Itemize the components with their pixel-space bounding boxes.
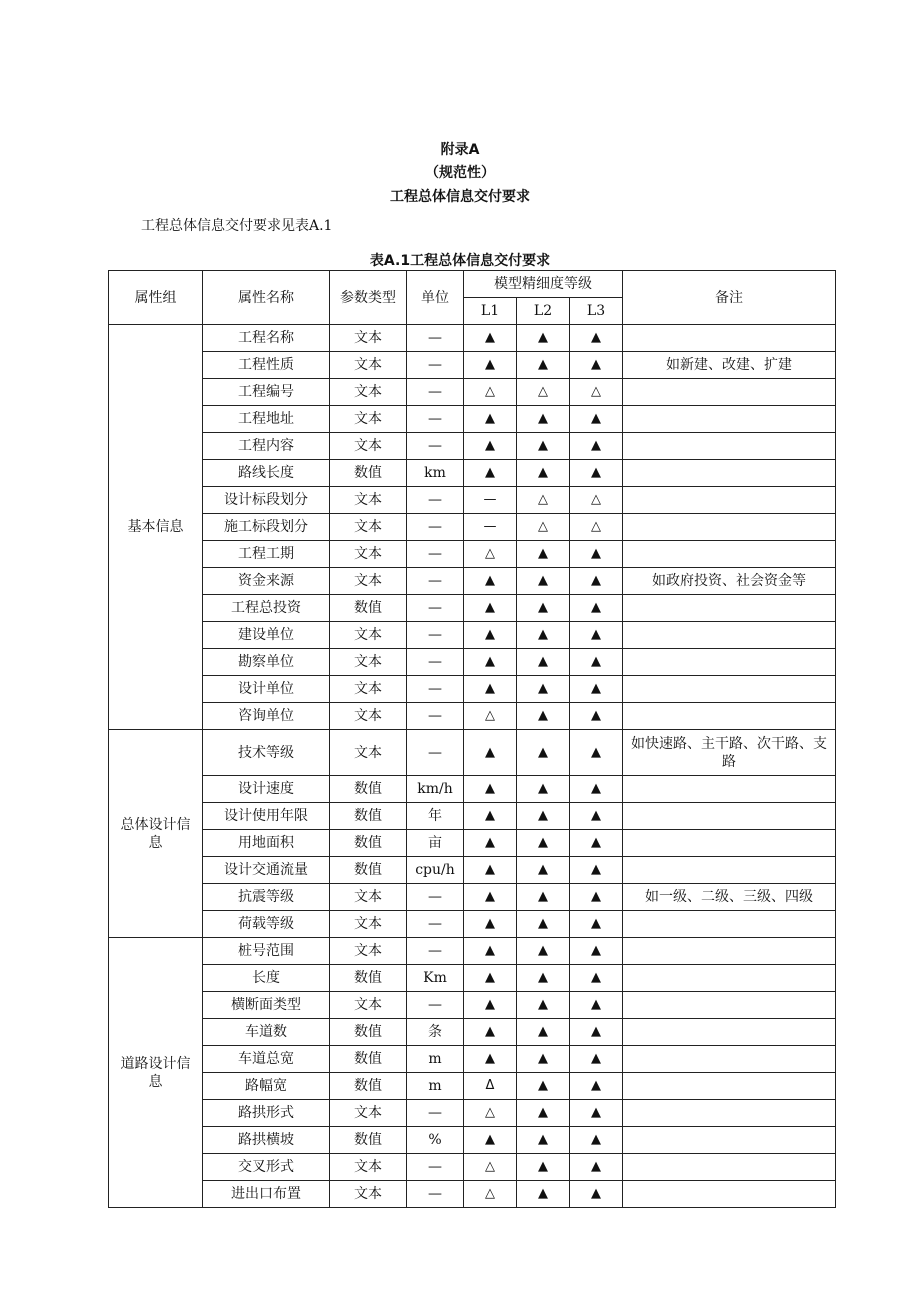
cell-remark (623, 1154, 836, 1181)
table-row (109, 595, 836, 622)
cell-type: 数值 (330, 857, 407, 884)
cell-type: 数值 (330, 1073, 407, 1100)
cell-unit: km (407, 460, 464, 487)
lod-l2-cell: ▲ (517, 730, 570, 776)
lod-l1-cell: ▲ (464, 622, 517, 649)
cell-name: 用地面积 (203, 830, 330, 857)
lod-l1-cell: △ (464, 541, 517, 568)
lod-l1-cell: ▲ (464, 830, 517, 857)
cell-unit: — (407, 379, 464, 406)
table-row (109, 514, 836, 541)
lod-l1-cell: ▲ (464, 595, 517, 622)
cell-unit: — (407, 514, 464, 541)
header-type: 参数类型 (330, 271, 407, 325)
table-row (109, 379, 836, 406)
lod-l1-cell: △ (464, 379, 517, 406)
lod-l1-cell: ▲ (464, 884, 517, 911)
table-row (109, 1127, 836, 1154)
lod-l2-cell: ▲ (517, 622, 570, 649)
cell-type: 文本 (330, 325, 407, 352)
cell-unit: — (407, 730, 464, 776)
cell-name: 工程总投资 (203, 595, 330, 622)
cell-remark (623, 595, 836, 622)
lod-l3-cell: ▲ (570, 1100, 623, 1127)
cell-name: 长度 (203, 965, 330, 992)
table-row (109, 1181, 836, 1208)
header-l3: L3 (570, 298, 623, 325)
table-row (109, 433, 836, 460)
lod-l3-cell: ▲ (570, 776, 623, 803)
cell-unit: % (407, 1127, 464, 1154)
cell-name: 咨询单位 (203, 703, 330, 730)
cell-remark (623, 676, 836, 703)
cell-remark (623, 1019, 836, 1046)
table-row (109, 830, 836, 857)
lod-l1-cell: ▲ (464, 406, 517, 433)
lod-l3-cell: ▲ (570, 1127, 623, 1154)
lod-l2-cell: ▲ (517, 325, 570, 352)
cell-unit: cpu/h (407, 857, 464, 884)
cell-unit: Km (407, 965, 464, 992)
cell-remark (623, 1100, 836, 1127)
lod-l3-cell: ▲ (570, 1046, 623, 1073)
cell-name: 交叉形式 (203, 1154, 330, 1181)
cell-type: 文本 (330, 541, 407, 568)
cell-unit: km/h (407, 776, 464, 803)
cell-name: 路幅宽 (203, 1073, 330, 1100)
table-row (109, 911, 836, 938)
cell-type: 文本 (330, 676, 407, 703)
cell-type: 数值 (330, 460, 407, 487)
cell-type: 文本 (330, 911, 407, 938)
cell-unit: — (407, 911, 464, 938)
cell-remark (623, 965, 836, 992)
lod-l1-cell: ▲ (464, 776, 517, 803)
lod-l2-cell: △ (517, 487, 570, 514)
lod-l1-cell: — (464, 514, 517, 541)
cell-remark (623, 911, 836, 938)
cell-remark (623, 406, 836, 433)
lod-l1-cell: ▲ (464, 460, 517, 487)
cell-remark (623, 1073, 836, 1100)
table-row (109, 1019, 836, 1046)
cell-type: 文本 (330, 514, 407, 541)
lod-l2-cell: ▲ (517, 911, 570, 938)
lod-l2-cell: ▲ (517, 703, 570, 730)
cell-type: 数值 (330, 1046, 407, 1073)
lod-l2-cell: ▲ (517, 1019, 570, 1046)
lod-l2-cell: △ (517, 379, 570, 406)
table-row (109, 649, 836, 676)
cell-name: 横断面类型 (203, 992, 330, 1019)
cell-remark (623, 938, 836, 965)
lod-l2-cell: ▲ (517, 938, 570, 965)
table-row (109, 406, 836, 433)
lod-l3-cell: ▲ (570, 622, 623, 649)
header-group: 属性组 (109, 271, 203, 325)
cell-unit: — (407, 1100, 464, 1127)
table-row (109, 487, 836, 514)
cell-name: 工程编号 (203, 379, 330, 406)
lod-l2-cell: ▲ (517, 352, 570, 379)
cell-name: 进出口布置 (203, 1181, 330, 1208)
cell-unit: — (407, 1181, 464, 1208)
cell-type: 文本 (330, 1154, 407, 1181)
cell-name: 建设单位 (203, 622, 330, 649)
lod-l2-cell: ▲ (517, 857, 570, 884)
lod-l3-cell: ▲ (570, 857, 623, 884)
cell-remark: 如新建、改建、扩建 (623, 352, 836, 379)
cell-unit: — (407, 541, 464, 568)
cell-remark (623, 622, 836, 649)
lod-l3-cell: ▲ (570, 1073, 623, 1100)
cell-unit: — (407, 676, 464, 703)
lod-l3-cell: ▲ (570, 703, 623, 730)
lod-l1-cell: ▲ (464, 433, 517, 460)
header-name: 属性名称 (203, 271, 330, 325)
lod-l1-cell: ▲ (464, 649, 517, 676)
table-row (109, 460, 836, 487)
cell-remark (623, 830, 836, 857)
table-row (109, 730, 836, 776)
lod-l3-cell: ▲ (570, 1154, 623, 1181)
cell-name: 设计使用年限 (203, 803, 330, 830)
lod-l3-cell: ▲ (570, 325, 623, 352)
table-row (109, 992, 836, 1019)
attribute-group-cell: 总体设计信息 (109, 730, 203, 938)
lod-l2-cell: △ (517, 514, 570, 541)
cell-unit: — (407, 1154, 464, 1181)
table-row (109, 803, 836, 830)
lod-l2-cell: ▲ (517, 406, 570, 433)
cell-name: 工程地址 (203, 406, 330, 433)
header-l2: L2 (517, 298, 570, 325)
cell-remark (623, 703, 836, 730)
table-row (109, 1073, 836, 1100)
lod-l3-cell: ▲ (570, 730, 623, 776)
cell-remark (623, 992, 836, 1019)
lod-l3-cell: ▲ (570, 568, 623, 595)
lod-l1-cell: ▲ (464, 568, 517, 595)
cell-name: 设计交通流量 (203, 857, 330, 884)
table-row (109, 352, 836, 379)
cell-type: 数值 (330, 776, 407, 803)
cell-unit: — (407, 649, 464, 676)
cell-name: 技术等级 (203, 730, 330, 776)
cell-type: 数值 (330, 1019, 407, 1046)
table-row (109, 325, 836, 352)
lod-l3-cell: ▲ (570, 965, 623, 992)
lod-l2-cell: ▲ (517, 595, 570, 622)
cell-type: 文本 (330, 884, 407, 911)
cell-unit: — (407, 325, 464, 352)
cell-type: 文本 (330, 649, 407, 676)
lod-l1-cell: ▲ (464, 676, 517, 703)
cell-unit: m (407, 1046, 464, 1073)
table-row (109, 938, 836, 965)
cell-remark (623, 460, 836, 487)
cell-unit: — (407, 406, 464, 433)
cell-name: 施工标段划分 (203, 514, 330, 541)
lod-l1-cell: ▲ (464, 803, 517, 830)
cell-name: 设计标段划分 (203, 487, 330, 514)
cell-name: 抗震等级 (203, 884, 330, 911)
cell-unit: — (407, 884, 464, 911)
intro-text: 工程总体信息交付要求见表A.1 (141, 218, 333, 234)
lod-l1-cell: ▲ (464, 352, 517, 379)
cell-name: 工程性质 (203, 352, 330, 379)
document-title: 工程总体信息交付要求 (390, 189, 530, 205)
lod-l3-cell: ▲ (570, 352, 623, 379)
appendix-label: 附录A (440, 142, 480, 158)
lod-l3-cell: ▲ (570, 676, 623, 703)
cell-type: 数值 (330, 1127, 407, 1154)
cell-remark (623, 1046, 836, 1073)
table-row (109, 676, 836, 703)
cell-remark: 如快速路、主干路、次干路、支路 (623, 730, 836, 776)
cell-type: 文本 (330, 992, 407, 1019)
cell-remark (623, 433, 836, 460)
table-caption: 表A.1工程总体信息交付要求 (369, 253, 551, 269)
lod-l2-cell: ▲ (517, 1073, 570, 1100)
cell-unit: — (407, 938, 464, 965)
cell-remark (623, 1127, 836, 1154)
cell-remark: 如政府投资、社会资金等 (623, 568, 836, 595)
lod-l1-cell: ▲ (464, 992, 517, 1019)
normative-label: （规范性） (425, 165, 495, 181)
cell-type: 文本 (330, 433, 407, 460)
lod-l2-cell: ▲ (517, 830, 570, 857)
lod-l3-cell: ▲ (570, 911, 623, 938)
lod-l1-cell: — (464, 487, 517, 514)
cell-remark (623, 803, 836, 830)
table-row (109, 857, 836, 884)
cell-remark (623, 857, 836, 884)
lod-l1-cell: △ (464, 1100, 517, 1127)
cell-name: 路拱横坡 (203, 1127, 330, 1154)
lod-l2-cell: ▲ (517, 1127, 570, 1154)
lod-l3-cell: ▲ (570, 884, 623, 911)
cell-name: 设计单位 (203, 676, 330, 703)
table-row (109, 622, 836, 649)
lod-l1-cell: △ (464, 1181, 517, 1208)
cell-type: 文本 (330, 1181, 407, 1208)
lod-l3-cell: ▲ (570, 433, 623, 460)
lod-l1-cell: ▲ (464, 1019, 517, 1046)
lod-l1-cell: Δ (464, 1073, 517, 1100)
lod-l3-cell: ▲ (570, 595, 623, 622)
cell-type: 文本 (330, 568, 407, 595)
table-row (109, 1100, 836, 1127)
cell-type: 数值 (330, 595, 407, 622)
cell-type: 文本 (330, 1100, 407, 1127)
cell-remark (623, 776, 836, 803)
table-row (109, 965, 836, 992)
cell-remark: 如一级、二级、三级、四级 (623, 884, 836, 911)
cell-name: 勘察单位 (203, 649, 330, 676)
cell-unit: — (407, 487, 464, 514)
cell-name: 资金来源 (203, 568, 330, 595)
cell-type: 文本 (330, 379, 407, 406)
lod-l2-cell: ▲ (517, 1154, 570, 1181)
delivery-requirements-table (108, 270, 836, 1208)
lod-l2-cell: ▲ (517, 676, 570, 703)
table-row (109, 1154, 836, 1181)
cell-type: 文本 (330, 487, 407, 514)
table-row (109, 703, 836, 730)
lod-l3-cell: ▲ (570, 460, 623, 487)
lod-l2-cell: ▲ (517, 568, 570, 595)
lod-l1-cell: ▲ (464, 938, 517, 965)
lod-l2-cell: ▲ (517, 776, 570, 803)
cell-name: 车道总宽 (203, 1046, 330, 1073)
cell-remark (623, 379, 836, 406)
table-row (109, 884, 836, 911)
lod-l2-cell: ▲ (517, 992, 570, 1019)
cell-type: 文本 (330, 938, 407, 965)
cell-remark (623, 649, 836, 676)
cell-name: 路拱形式 (203, 1100, 330, 1127)
table-row (109, 541, 836, 568)
cell-type: 文本 (330, 703, 407, 730)
lod-l3-cell: ▲ (570, 830, 623, 857)
lod-l1-cell: ▲ (464, 325, 517, 352)
header-lod: 模型精细度等级 (464, 271, 623, 298)
cell-remark (623, 487, 836, 514)
lod-l3-cell: ▲ (570, 541, 623, 568)
lod-l2-cell: ▲ (517, 541, 570, 568)
cell-unit: — (407, 703, 464, 730)
cell-unit: 条 (407, 1019, 464, 1046)
cell-remark (623, 514, 836, 541)
lod-l3-cell: △ (570, 379, 623, 406)
lod-l2-cell: ▲ (517, 649, 570, 676)
lod-l3-cell: △ (570, 514, 623, 541)
cell-name: 设计速度 (203, 776, 330, 803)
lod-l3-cell: ▲ (570, 1181, 623, 1208)
lod-l3-cell: ▲ (570, 803, 623, 830)
lod-l1-cell: ▲ (464, 965, 517, 992)
attribute-group-cell: 道路设计信息 (109, 938, 203, 1208)
lod-l2-cell: ▲ (517, 965, 570, 992)
lod-l2-cell: ▲ (517, 1100, 570, 1127)
cell-unit: 年 (407, 803, 464, 830)
cell-unit: — (407, 992, 464, 1019)
lod-l1-cell: ▲ (464, 1127, 517, 1154)
cell-name: 工程内容 (203, 433, 330, 460)
cell-name: 工程名称 (203, 325, 330, 352)
header-remark: 备注 (623, 271, 836, 325)
table-row (109, 1046, 836, 1073)
cell-type: 文本 (330, 730, 407, 776)
attribute-group-cell: 基本信息 (109, 325, 203, 730)
lod-l1-cell: ▲ (464, 1046, 517, 1073)
cell-type: 数值 (330, 965, 407, 992)
cell-type: 文本 (330, 352, 407, 379)
cell-unit: — (407, 595, 464, 622)
lod-l1-cell: △ (464, 703, 517, 730)
table-row (109, 568, 836, 595)
cell-name: 荷载等级 (203, 911, 330, 938)
lod-l3-cell: ▲ (570, 406, 623, 433)
cell-type: 数值 (330, 803, 407, 830)
cell-remark (623, 1181, 836, 1208)
cell-name: 路线长度 (203, 460, 330, 487)
lod-l3-cell: ▲ (570, 938, 623, 965)
lod-l2-cell: ▲ (517, 460, 570, 487)
lod-l1-cell: ▲ (464, 911, 517, 938)
lod-l2-cell: ▲ (517, 433, 570, 460)
lod-l1-cell: ▲ (464, 857, 517, 884)
cell-unit: — (407, 622, 464, 649)
cell-unit: — (407, 433, 464, 460)
table-row (109, 776, 836, 803)
cell-name: 桩号范围 (203, 938, 330, 965)
cell-type: 文本 (330, 406, 407, 433)
lod-l3-cell: ▲ (570, 649, 623, 676)
cell-type: 文本 (330, 622, 407, 649)
lod-l1-cell: △ (464, 1154, 517, 1181)
lod-l3-cell: ▲ (570, 992, 623, 1019)
cell-remark (623, 541, 836, 568)
cell-unit: 亩 (407, 830, 464, 857)
cell-name: 车道数 (203, 1019, 330, 1046)
lod-l2-cell: ▲ (517, 1181, 570, 1208)
lod-l2-cell: ▲ (517, 884, 570, 911)
cell-unit: — (407, 352, 464, 379)
lod-l3-cell: △ (570, 487, 623, 514)
lod-l2-cell: ▲ (517, 1046, 570, 1073)
cell-type: 数值 (330, 830, 407, 857)
header-unit: 单位 (407, 271, 464, 325)
header-l1: L1 (464, 298, 517, 325)
lod-l2-cell: ▲ (517, 803, 570, 830)
cell-unit: m (407, 1073, 464, 1100)
lod-l3-cell: ▲ (570, 1019, 623, 1046)
cell-unit: — (407, 568, 464, 595)
cell-name: 工程工期 (203, 541, 330, 568)
cell-remark (623, 325, 836, 352)
lod-l1-cell: ▲ (464, 730, 517, 776)
